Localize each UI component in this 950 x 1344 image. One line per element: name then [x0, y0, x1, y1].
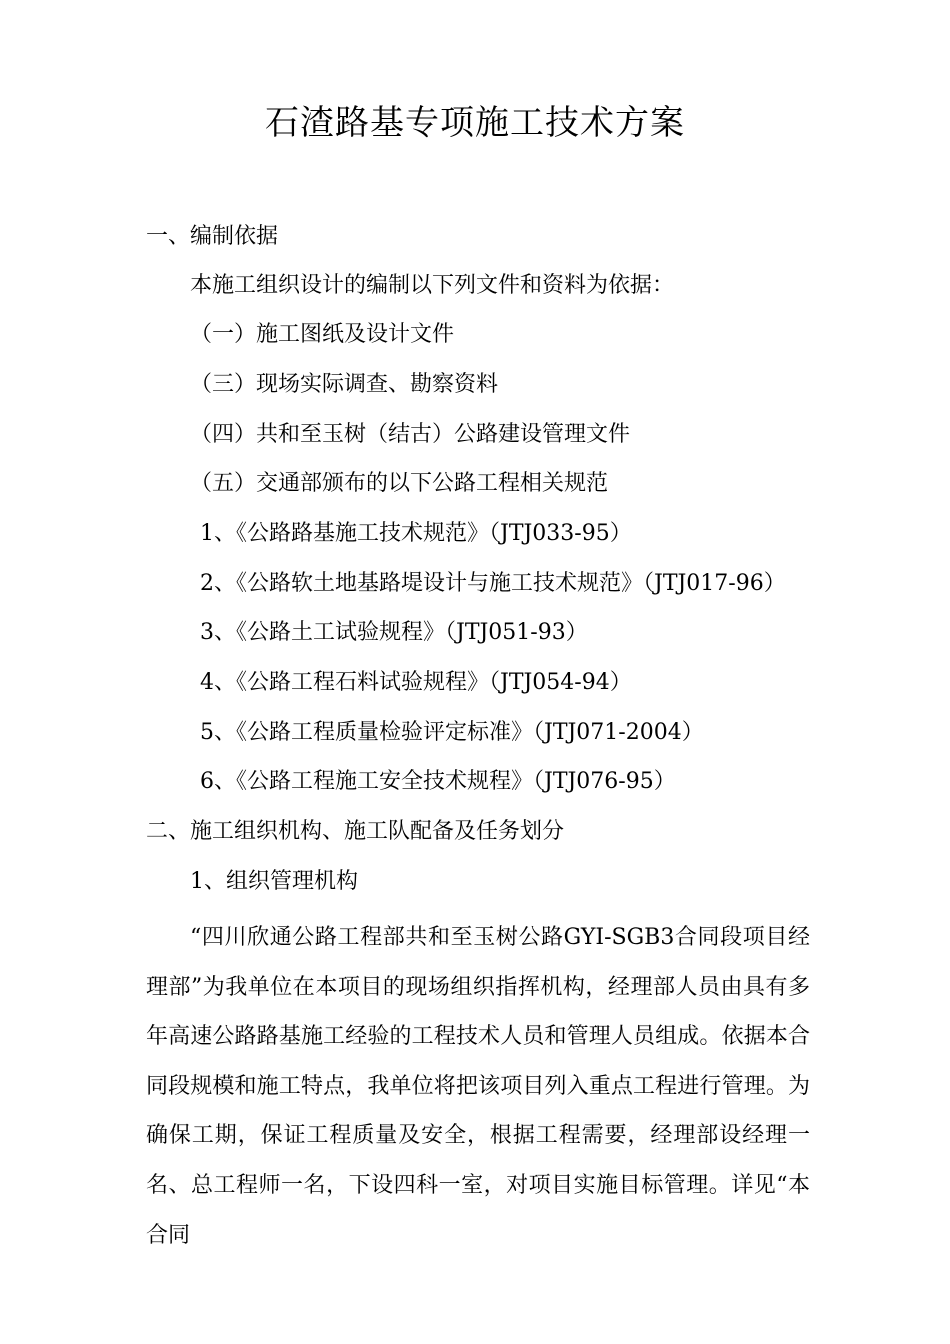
section-heading-organization: 二、施工组织机构、施工队配备及任务划分	[146, 819, 565, 844]
spec-item: 2、《公路软土地基路堤设计与施工技术规范》（JTJ017-96）	[200, 571, 786, 596]
basis-item: （一）施工图纸及设计文件	[190, 322, 455, 347]
basis-item: （五）交通部颁布的以下公路工程相关规范	[190, 471, 609, 496]
document-title: 石渣路基专项施工技术方案	[265, 103, 685, 143]
section-heading-basis: 一、编制依据	[146, 224, 279, 249]
spec-item: 1、《公路路基施工技术规范》（JTJ033-95）	[200, 521, 632, 546]
subsection-heading: 1、组织管理机构	[190, 869, 358, 894]
basis-intro: 本施工组织设计的编制以下列文件和资料为依据：	[190, 273, 675, 298]
spec-item: 5、《公路工程质量检验评定标准》（JTJ071-2004）	[200, 720, 704, 745]
spec-item: 4、《公路工程石料试验规程》（JTJ054-94）	[200, 670, 632, 695]
spec-item: 6、《公路工程施工安全技术规程》（JTJ076-95）	[200, 769, 676, 794]
basis-item: （四）共和至玉树（结古）公路建设管理文件	[190, 422, 631, 447]
spec-item: 3、《公路土工试验规程》（JTJ051-93）	[200, 620, 588, 645]
body-paragraph: “四川欣通公路工程部共和至玉树公路GYI-SGB3合同段项目经理部”为我单位在本项目的现场组织指挥机构，经理部人员由具有多年高速公路路基施工经验的工程技术人员和管理人员组成。依据本合同段规模和施工特点，我单位将把该项目列入重点工程进行管理。为确保工期，保证工程质量及安全，根据工程需要，经理部设经理一名、总工程师一名，下设四科一室，对项目实施目标管理。详见“本合同	[146, 925, 810, 1248]
basis-item: （三）现场实际调查、勘察资料	[190, 372, 499, 397]
